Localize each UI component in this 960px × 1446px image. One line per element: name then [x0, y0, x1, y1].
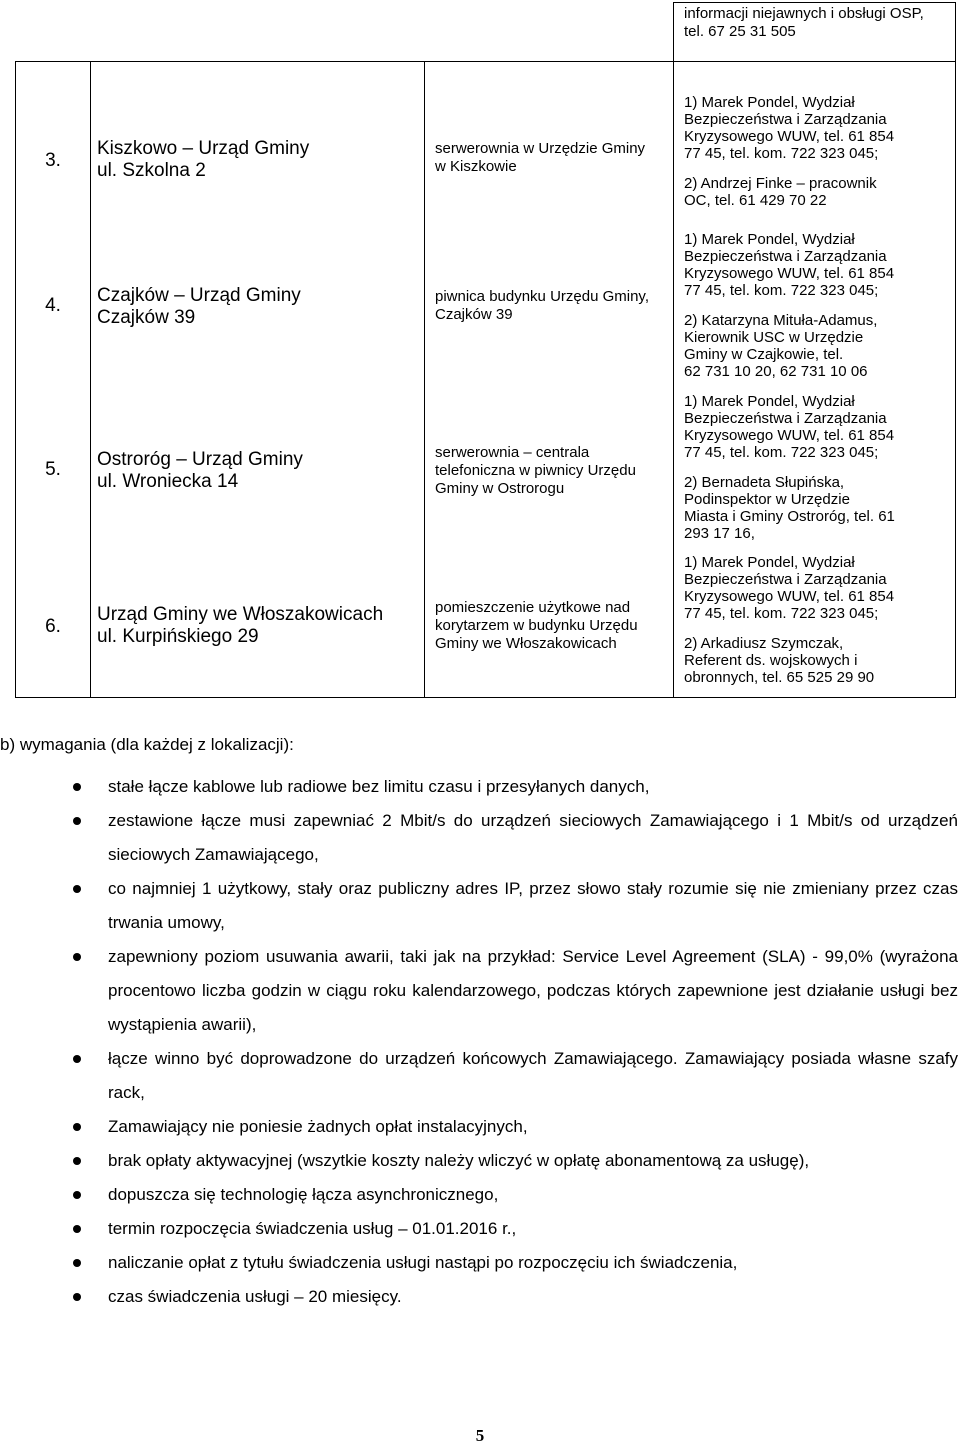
contact-line: Kryzysowego WUW, tel. 61 854 [684, 128, 895, 145]
row-number: 5. [45, 459, 61, 480]
row-location [97, 449, 427, 493]
row-place [435, 599, 671, 653]
contact-line: Kryzysowego WUW, tel. 61 854 [684, 265, 895, 282]
requirement-item [0, 1280, 960, 1314]
contact-line: OC, tel. 61 429 70 22 [684, 192, 827, 209]
row-number: 6. [45, 616, 61, 637]
bullet-icon [73, 817, 81, 825]
requirement-item [0, 1144, 960, 1178]
contact-line: 2) Andrzej Finke – pracownik [684, 175, 877, 192]
requirements-heading: b) wymagania (dla każdej z lokalizacji): [0, 735, 294, 754]
row-number: 4. [45, 295, 61, 316]
requirement-item [0, 804, 960, 872]
contact-line [684, 461, 952, 474]
row-contact [684, 554, 952, 686]
contact-line: Bezpieczeństwa i Zarządzania [684, 571, 887, 588]
contact-line: 293 17 16, [684, 525, 755, 542]
place-line: Gminy w Ostrorogu [435, 480, 565, 497]
bullet-icon [73, 783, 81, 791]
requirement-item [0, 1110, 960, 1144]
bullet-icon [73, 1293, 81, 1301]
location-line: ul. Szkolna 2 [97, 160, 206, 181]
requirement-text: dopuszcza się technologię łącza asynchronicznego, [108, 1185, 499, 1204]
requirement-item [0, 770, 960, 804]
row-place [435, 140, 671, 176]
requirement-text: zestawione łącze musi zapewniać 2 Mbit/s do urządzeń sieciowych Zamawiającego i 1 Mbit/s od urządzeń sieciowych Zamawiającego, [108, 811, 958, 864]
requirement-text: brak opłaty aktywacyjnej (wszytkie koszty należy wliczyć w opłatę abonamentową za usługę), [108, 1151, 810, 1170]
row-contact [684, 393, 952, 542]
contact-line [684, 162, 952, 175]
contact-line: 77 45, tel. kom. 722 323 045; [684, 145, 879, 162]
contact-line: 1) Marek Pondel, Wydział [684, 94, 855, 111]
contact-line: obronnych, tel. 65 525 29 90 [684, 669, 875, 686]
contact-line: Bezpieczeństwa i Zarządzania [684, 111, 887, 128]
contact-line: 1) Marek Pondel, Wydział [684, 393, 855, 410]
contact-line: Kryzysowego WUW, tel. 61 854 [684, 588, 895, 605]
requirements-list [0, 770, 960, 1314]
location-line: Czajków – Urząd Gminy [97, 285, 301, 306]
continued-contact-text: informacji niejawnych i obsługi OSP, tel. 67 25 31 505 [684, 5, 924, 40]
requirement-item [0, 1178, 960, 1212]
requirement-item [0, 872, 960, 940]
row-place [435, 444, 671, 498]
contact-line: Bezpieczeństwa i Zarządzania [684, 248, 887, 265]
contact-line: Kryzysowego WUW, tel. 61 854 [684, 427, 895, 444]
requirement-text: naliczanie opłat z tytułu świadczenia usługi nastąpi po rozpoczęciu ich świadczenia, [108, 1253, 738, 1272]
requirement-text: stałe łącze kablowe lub radiowe bez limitu czasu i przesyłanych danych, [108, 777, 650, 796]
bullet-icon [73, 1123, 81, 1131]
contact-line: Gminy w Czajkowie, tel. [684, 346, 844, 363]
contact-line: 77 45, tel. kom. 722 323 045; [684, 444, 879, 461]
place-line: Gminy we Włoszakowicach [435, 635, 617, 652]
contact-line: Podinspektor w Urzędzie [684, 491, 850, 508]
location-line: ul. Wroniecka 14 [97, 471, 239, 492]
contact-line: Kierownik USC w Urzędzie [684, 329, 864, 346]
location-line: Czajków 39 [97, 307, 196, 328]
place-line: piwnica budynku Urzędu Gminy, [435, 288, 649, 305]
continued-contact-cell [673, 2, 956, 61]
contact-line: 2) Katarzyna Mituła-Adamus, [684, 312, 878, 329]
place-line: telefoniczna w piwnicy Urzędu [435, 462, 636, 479]
requirement-text: Zamawiający nie poniesie żadnych opłat instalacyjnych, [108, 1117, 528, 1136]
place-line: serwerownia w Urzędzie Gminy [435, 140, 646, 157]
bullet-icon [73, 1225, 81, 1233]
bullet-icon [73, 885, 81, 893]
location-line: ul. Kurpińskiego 29 [97, 626, 259, 647]
bullet-icon [73, 1259, 81, 1267]
requirement-item [0, 1042, 960, 1110]
row-location [97, 604, 427, 648]
location-line: Kiszkowo – Urząd Gminy [97, 138, 310, 159]
place-line: w Kiszkowie [435, 158, 517, 175]
requirement-item [0, 1212, 960, 1246]
contact-line: 62 731 10 20, 62 731 10 06 [684, 363, 868, 380]
place-line: serwerownia – centrala [435, 444, 590, 461]
contact-line: 77 45, tel. kom. 722 323 045; [684, 282, 879, 299]
requirement-text: czas świadczenia usługi – 20 miesięcy. [108, 1287, 402, 1306]
requirement-text: co najmniej 1 użytkowy, stały oraz publiczny adres IP, przez słowo stały rozumie się nie zmieniany przez czas trwania umowy, [108, 879, 958, 932]
page-number: 5 [475, 1426, 485, 1445]
contact-line: 1) Marek Pondel, Wydział [684, 554, 855, 571]
row-location [97, 285, 427, 329]
requirement-item [0, 1246, 960, 1280]
row-contact [684, 94, 952, 209]
bullet-icon [73, 1191, 81, 1199]
contact-line: Miasta i Gminy Ostroróg, tel. 61 [684, 508, 895, 525]
requirement-text: zapewniony poziom usuwania awarii, taki jak na przykład: Service Level Agreement (SLA) - 99,0% (wyrażona procentowo liczba godzin w ciągu roku kalendarzowego, podczas których zapewnione jest działanie usługi bez wystąpienia awarii), [108, 947, 958, 1034]
location-line: Urząd Gminy we Włoszakowicach [97, 604, 384, 625]
location-line: Ostroróg – Urząd Gminy [97, 449, 303, 470]
contact-line: 1) Marek Pondel, Wydział [684, 231, 855, 248]
contact-line: 2) Bernadeta Słupińska, [684, 474, 845, 491]
contact-line: 2) Arkadiusz Szymczak, [684, 635, 844, 652]
locations-table [15, 2, 956, 698]
requirement-text: łącze winno być doprowadzone do urządzeń końcowych Zamawiającego. Zamawiający posiada własne szafy rack, [108, 1049, 958, 1102]
contact-line: Bezpieczeństwa i Zarządzania [684, 410, 887, 427]
row-location [97, 138, 427, 182]
row-contact [684, 231, 952, 380]
place-line: pomieszczenie użytkowe nad [435, 599, 631, 616]
bullet-icon [73, 1055, 81, 1063]
row-number: 3. [45, 150, 61, 171]
contact-line: 77 45, tel. kom. 722 323 045; [684, 605, 879, 622]
contact-line [684, 622, 952, 635]
bullet-icon [73, 953, 81, 961]
row-place [435, 288, 671, 324]
contact-line: Referent ds. wojskowych i [684, 652, 858, 669]
contact-line [684, 299, 952, 312]
place-line: korytarzem w budynku Urzędu [435, 617, 638, 634]
column-divider [673, 61, 674, 698]
bullet-icon [73, 1157, 81, 1165]
requirement-item [0, 940, 960, 1042]
place-line: Czajków 39 [435, 306, 513, 323]
requirement-text: termin rozpoczęcia świadczenia usług – 01.01.2016 r., [108, 1219, 517, 1238]
